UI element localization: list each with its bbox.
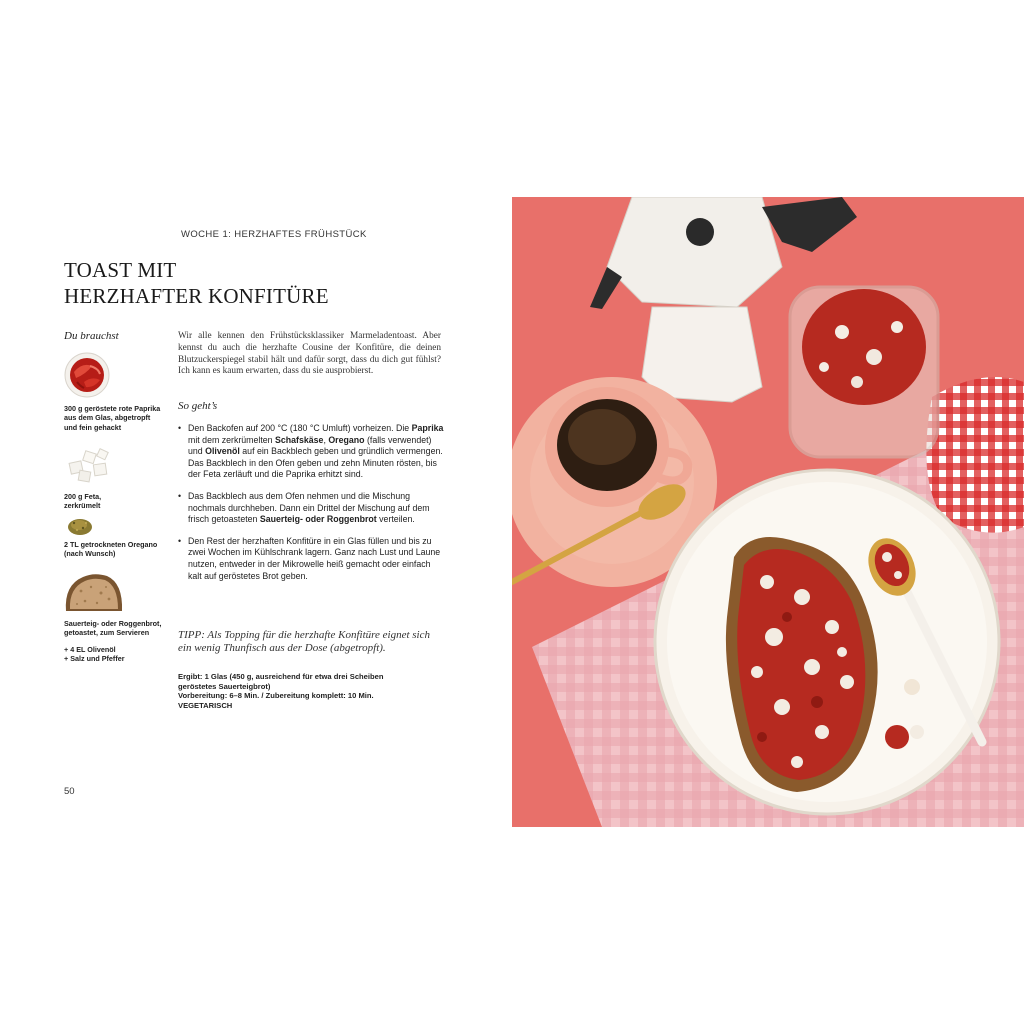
ingredient-oregano: 2 TL getrockneten Oregano (nach Wunsch)	[64, 540, 158, 559]
ingredient-extras: + 4 EL Olivenöl + Salz und Pfeffer	[64, 645, 125, 664]
meta-yield: Ergibt: 1 Glas (450 g, ausreichend für etwa drei Scheiben	[178, 672, 384, 681]
meta-diet: VEGETARISCH	[178, 700, 233, 710]
bullet-icon: •	[178, 535, 182, 546]
food-photo-illustration	[512, 197, 1024, 827]
feta-cubes-image	[64, 446, 112, 488]
method-step-3: • Den Rest der herzhaften Konfitüre in ein Glas füllen und bis zu zwei Wochen im Kühlschrank lagern. Ganz nach Lust und Laune nutzen, entweder in der Mikrowelle heiß gemacht oder einfach kalt auf geröstetes Brot geben.	[178, 535, 441, 581]
recipe-intro: Wir alle kennen den Frühstücksklassiker Marmeladentoast. Aber kennst du auch die herzhafte Cousine der Konfitüre, die deinen Blutzuckerspiegel stabil hält und dafür sorgt, dass du dich gut fühlst? Ich kann es kaum erwarten, dass du sie ausprobierst.	[178, 331, 441, 377]
recipe-meta	[178, 672, 448, 710]
ingredient-feta: 200 g Feta, zerkrümelt	[64, 492, 102, 511]
meta-times: Vorbereitung: 6–8 Min. / Zubereitung komplett: 10 Min.	[178, 691, 374, 701]
recipe-tip: TIPP: Als Topping für die herzhafte Konfitüre eignet sich ein wenig Thunfisch aus der Dose (abgetropft).	[178, 629, 430, 654]
recipe-title	[64, 257, 329, 309]
method-step-2: • Das Backblech aus dem Ofen nehmen und die Mischung nochmals durchheben. Dann ein Drittel der Mischung auf dem frisch getoasteten Sauerteig- oder Roggenbrot verteilen.	[178, 490, 430, 525]
ingredient-paprika: 300 g geröstete rote Paprika aus dem Glas, abgetropft und fein gehackt	[64, 404, 161, 432]
paprika-bowl-image	[64, 352, 110, 398]
title-line-1: TOAST MIT	[64, 258, 177, 282]
page-number: 50	[64, 786, 75, 797]
oregano-pile-image	[66, 513, 94, 537]
checked-cloth	[926, 377, 1024, 533]
konfitüre-jar	[790, 287, 938, 457]
bullet-icon: •	[178, 490, 182, 501]
method-step-1: • Den Backofen auf 200 °C (180 °C Umluft) vorheizen. Die Paprika mit dem zerkrümelten Schafskäse, Oregano (falls verwendet) und Olivenöl auf ein Backblech geben und gründlich vermengen. Das Backblech in den Ofen geben und zehn Minuten rösten, bis der Feta zerläuft und die Paprika erhitzt sind.	[178, 423, 444, 480]
method-heading: So geht’s	[178, 400, 218, 412]
chapter-kicker: WOCHE 1: HERZHAFTES FRÜHSTÜCK	[181, 229, 367, 240]
bread-slice-image	[63, 571, 125, 615]
method-steps	[178, 423, 446, 592]
meta-yield-cont: geröstetes Sauerteigbrot)	[178, 681, 271, 691]
bullet-icon: •	[178, 423, 182, 433]
ingredients-heading: Du brauchst	[64, 330, 119, 342]
title-line-2: HERZHAFTER KONFITÜRE	[64, 284, 329, 308]
food-photo	[512, 197, 1024, 827]
ingredient-bread: Sauerteig- oder Roggenbrot, getoastet, zum Servieren	[64, 619, 162, 638]
